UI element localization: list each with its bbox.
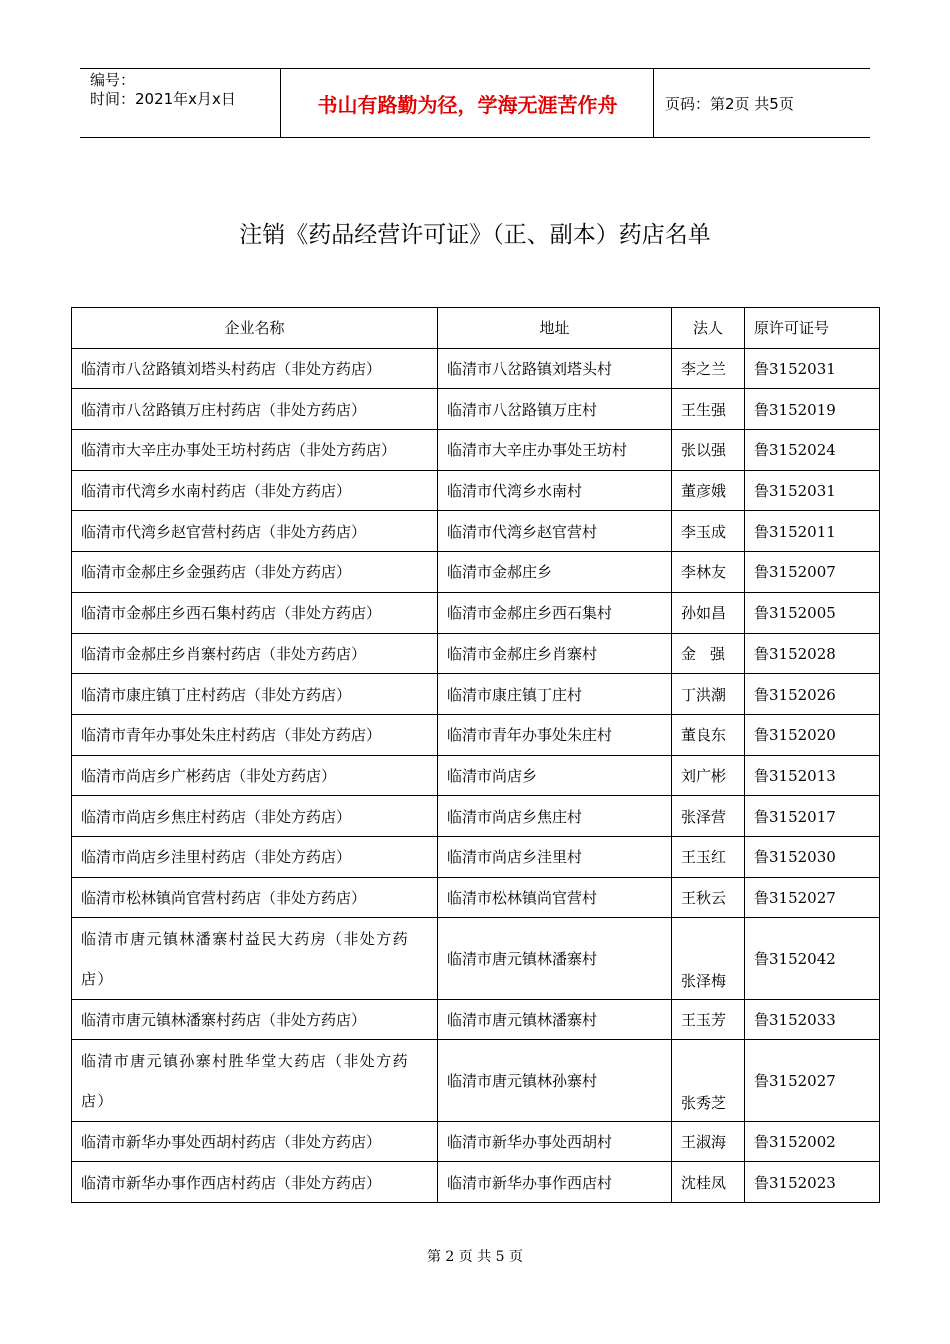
header-page-info: 页码：第2页 共5页 <box>665 94 794 113</box>
cell-name: 临清市唐元镇林潘寨村益民大药房（非处方药店） <box>72 918 438 999</box>
cell-name: 临清市松林镇尚官营村药店（非处方药店） <box>72 877 438 918</box>
header-license: 原许可证号 <box>745 308 880 349</box>
cell-name: 临清市尚店乡焦庄村药店（非处方药店） <box>72 796 438 837</box>
cell-legal: 张泽梅 <box>672 918 745 999</box>
cell-name: 临清市康庄镇丁庄村药店（非处方药店） <box>72 674 438 715</box>
cell-license: 鲁3152028 <box>745 633 880 674</box>
cell-address: 临清市新华办事作西店村 <box>438 1162 672 1203</box>
cell-license: 鲁3152020 <box>745 714 880 755</box>
table-row <box>72 633 880 674</box>
header-address: 地址 <box>438 308 672 349</box>
table-row <box>72 430 880 471</box>
cell-legal: 李之兰 <box>672 348 745 389</box>
pharmacy-table <box>71 307 880 1203</box>
cell-address: 临清市八岔路镇万庄村 <box>438 389 672 430</box>
cell-legal: 王淑海 <box>672 1121 745 1162</box>
table-row <box>72 674 880 715</box>
table-row <box>72 552 880 593</box>
table-row <box>72 877 880 918</box>
cell-address: 临清市尚店乡焦庄村 <box>438 796 672 837</box>
table-body <box>72 348 880 1202</box>
cell-address: 临清市金郝庄乡 <box>438 552 672 593</box>
cell-address: 临清市大辛庄办事处王坊村 <box>438 430 672 471</box>
cell-license: 鲁3152011 <box>745 511 880 552</box>
cell-address: 临清市金郝庄乡肖寨村 <box>438 633 672 674</box>
cell-address: 临清市新华办事处西胡村 <box>438 1121 672 1162</box>
cell-name: 临清市尚店乡广彬药店（非处方药店） <box>72 755 438 796</box>
table-row <box>72 470 880 511</box>
cell-legal: 李玉成 <box>672 511 745 552</box>
cell-license: 鲁3152023 <box>745 1162 880 1203</box>
cell-address: 临清市代湾乡水南村 <box>438 470 672 511</box>
cell-legal: 王生强 <box>672 389 745 430</box>
cell-legal: 刘广彬 <box>672 755 745 796</box>
table-row <box>72 1121 880 1162</box>
header-motto: 书山有路勤为径，学海无涯苦作舟 <box>282 69 654 137</box>
cell-name: 临清市新华办事处西胡村药店（非处方药店） <box>72 1121 438 1162</box>
cell-legal: 王玉芳 <box>672 999 745 1040</box>
header-meta <box>80 69 281 137</box>
cell-legal: 张以强 <box>672 430 745 471</box>
page-title: 注销《药品经营许可证》（正、副本）药店名单 <box>239 222 711 248</box>
cell-name: 临清市八岔路镇刘塔头村药店（非处方药店） <box>72 348 438 389</box>
cell-name: 临清市大辛庄办事处王坊村药店（非处方药店） <box>72 430 438 471</box>
cell-name: 临清市八岔路镇万庄村药店（非处方药店） <box>72 389 438 430</box>
table-row <box>72 389 880 430</box>
page-footer: 第 2 页 共 5 页 <box>426 1249 524 1265</box>
cell-legal: 丁洪潮 <box>672 674 745 715</box>
cell-legal: 董彦娥 <box>672 470 745 511</box>
cell-license: 鲁3152030 <box>745 836 880 877</box>
cell-address: 临清市八岔路镇刘塔头村 <box>438 348 672 389</box>
cell-license: 鲁3152042 <box>745 918 880 999</box>
cell-name: 临清市青年办事处朱庄村药店（非处方药店） <box>72 714 438 755</box>
header-name: 企业名称 <box>72 308 438 349</box>
cell-address: 临清市金郝庄乡西石集村 <box>438 592 672 633</box>
cell-license: 鲁3152033 <box>745 999 880 1040</box>
cell-legal: 李林友 <box>672 552 745 593</box>
cell-legal: 金强 <box>672 633 745 674</box>
cell-address: 临清市松林镇尚官营村 <box>438 877 672 918</box>
cell-legal: 孙如昌 <box>672 592 745 633</box>
cell-license: 鲁3152005 <box>745 592 880 633</box>
table-row <box>72 755 880 796</box>
cell-address: 临清市尚店乡 <box>438 755 672 796</box>
cell-name: 临清市新华办事作西店村药店（非处方药店） <box>72 1162 438 1203</box>
cell-legal: 沈桂凤 <box>672 1162 745 1203</box>
cell-address: 临清市代湾乡赵官营村 <box>438 511 672 552</box>
cell-license: 鲁3152031 <box>745 470 880 511</box>
table-row <box>72 1162 880 1203</box>
table-row <box>72 836 880 877</box>
cell-address: 临清市康庄镇丁庄村 <box>438 674 672 715</box>
cell-name: 临清市尚店乡洼里村药店（非处方药店） <box>72 836 438 877</box>
table-row <box>72 1040 880 1121</box>
table-row <box>72 348 880 389</box>
cell-legal: 张秀芝 <box>672 1040 745 1121</box>
cell-license: 鲁3152026 <box>745 674 880 715</box>
table-row <box>72 999 880 1040</box>
cell-license: 鲁3152031 <box>745 348 880 389</box>
cell-address: 临清市唐元镇林潘寨村 <box>438 918 672 999</box>
cell-license: 鲁3152007 <box>745 552 880 593</box>
cell-address: 临清市青年办事处朱庄村 <box>438 714 672 755</box>
cell-name: 临清市唐元镇孙寨村胜华堂大药店（非处方药店） <box>72 1040 438 1121</box>
cell-license: 鲁3152027 <box>745 877 880 918</box>
table-row <box>72 511 880 552</box>
cell-legal: 王秋云 <box>672 877 745 918</box>
page-header <box>80 68 870 138</box>
header-legal: 法人 <box>672 308 745 349</box>
cell-legal: 董良东 <box>672 714 745 755</box>
cell-license: 鲁3152002 <box>745 1121 880 1162</box>
table-row <box>72 592 880 633</box>
cell-address: 临清市唐元镇林潘寨村 <box>438 999 672 1040</box>
table-row <box>72 796 880 837</box>
cell-name: 临清市唐元镇林潘寨村药店（非处方药店） <box>72 999 438 1040</box>
doc-number-label: 编号： <box>90 71 136 89</box>
cell-name: 临清市金郝庄乡西石集村药店（非处方药店） <box>72 592 438 633</box>
cell-license: 鲁3152024 <box>745 430 880 471</box>
cell-name: 临清市代湾乡水南村药店（非处方药店） <box>72 470 438 511</box>
table-row <box>72 714 880 755</box>
cell-legal: 王玉红 <box>672 836 745 877</box>
cell-license: 鲁3152013 <box>745 755 880 796</box>
cell-address: 临清市尚店乡洼里村 <box>438 836 672 877</box>
cell-name: 临清市金郝庄乡肖寨村药店（非处方药店） <box>72 633 438 674</box>
cell-legal: 张泽营 <box>672 796 745 837</box>
cell-license: 鲁3152017 <box>745 796 880 837</box>
cell-name: 临清市代湾乡赵官营村药店（非处方药店） <box>72 511 438 552</box>
cell-license: 鲁3152027 <box>745 1040 880 1121</box>
doc-time-label: 时间：2021年x月x日 <box>90 90 236 108</box>
cell-license: 鲁3152019 <box>745 389 880 430</box>
table-header-row <box>72 308 880 349</box>
cell-address: 临清市唐元镇林孙寨村 <box>438 1040 672 1121</box>
cell-name: 临清市金郝庄乡金强药店（非处方药店） <box>72 552 438 593</box>
table-row <box>72 918 880 999</box>
